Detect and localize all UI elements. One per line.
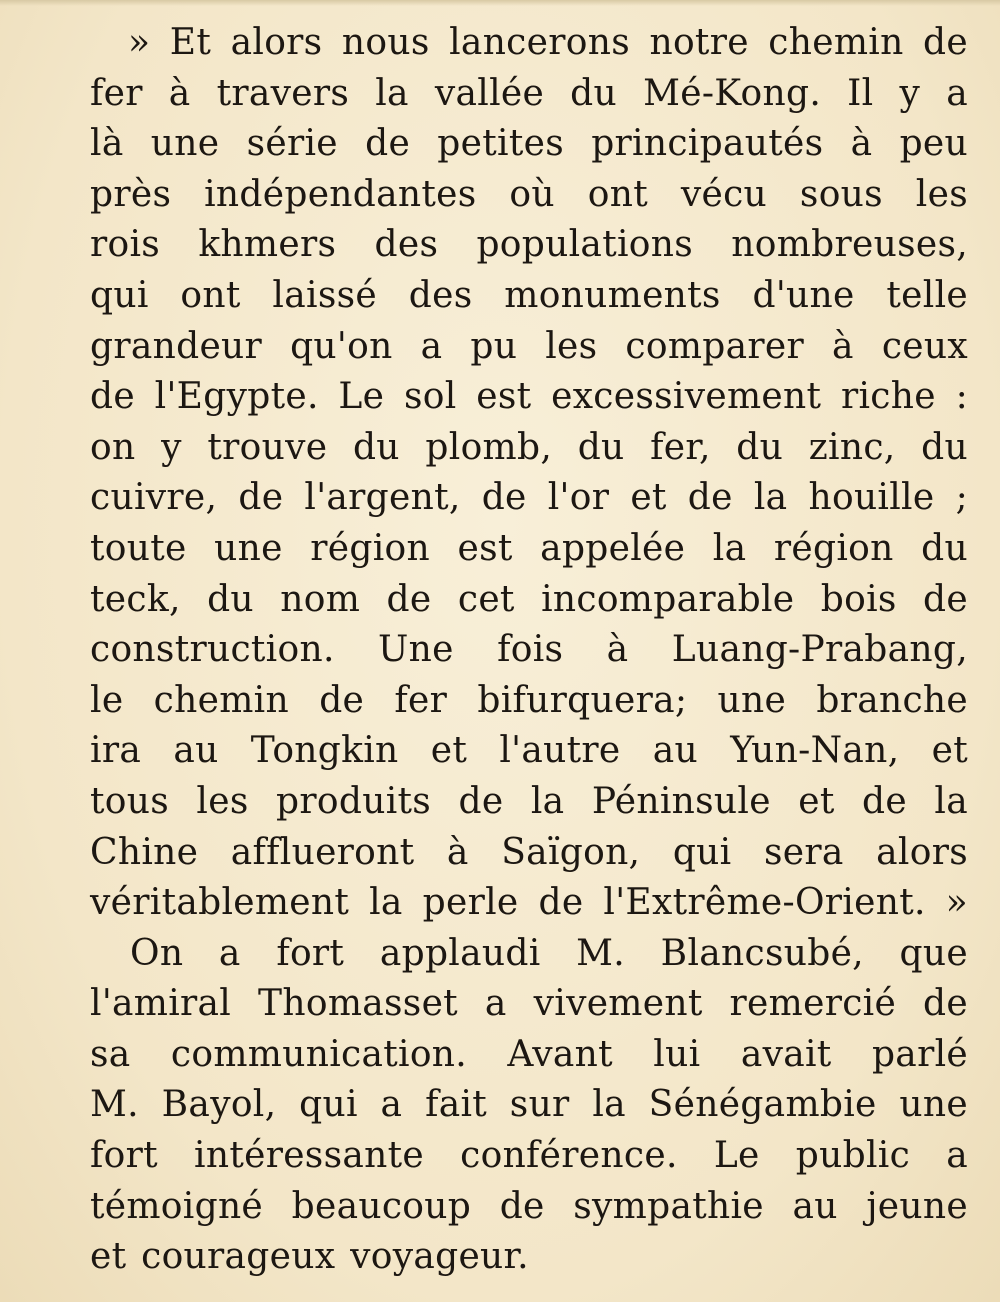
text-line: » Et alors nous lancerons notre chemin de	[128, 22, 968, 63]
text-line: là une série de petites principautés à peu	[90, 123, 968, 165]
text-line: tous les produits de la Péninsule et de la	[90, 780, 968, 822]
text-line: construction. Une fois à Luang-Prabang,	[90, 629, 968, 671]
text-line: véritablement la perle de l'Extrême-Orient. »	[90, 882, 968, 924]
page-top-edge	[0, 0, 1000, 6]
text-line: toute une région est appelée la région du	[90, 527, 968, 569]
text-line: cuivre, de l'argent, de l'or et de la houille ;	[90, 477, 968, 519]
text-line: sa communication. Avant lui avait parlé	[90, 1033, 968, 1075]
text-line: teck, du nom de cet incomparable bois de	[90, 578, 968, 620]
text-line: grandeur qu'on a pu les comparer à ceux	[90, 325, 968, 367]
text-line: On a fort applaudi M. Blancsubé, que	[130, 932, 968, 974]
text-line: de l'Egypte. Le sol est excessivement riche :	[90, 376, 968, 418]
paragraph-report	[90, 929, 968, 1283]
text-line: près indépendantes où ont vécu sous les	[90, 173, 968, 215]
article-body	[90, 18, 968, 1283]
text-line: et courageux voyageur.	[90, 1236, 529, 1278]
text-line: rois khmers des populations nombreuses,	[90, 224, 968, 266]
text-line: M. Bayol, qui a fait sur la Sénégambie une	[90, 1084, 968, 1126]
text-line: Chine afflueront à Saïgon, qui sera alors	[90, 831, 968, 873]
text-line: l'amiral Thomasset a vivement remercié de	[90, 983, 968, 1025]
text-line: fort intéressante conférence. Le public a	[90, 1135, 968, 1177]
text-line: qui ont laissé des monuments d'une telle	[90, 274, 968, 316]
text-line: fer à travers la vallée du Mé-Kong. Il y a	[90, 72, 968, 114]
text-line: témoigné beaucoup de sympathie au jeune	[90, 1185, 968, 1227]
text-line: on y trouve du plomb, du fer, du zinc, du	[90, 426, 968, 468]
text-line: ira au Tongkin et l'autre au Yun-Nan, et	[90, 730, 968, 772]
paragraph-quote	[90, 18, 968, 929]
text-line: le chemin de fer bifurquera; une branche	[90, 679, 968, 721]
